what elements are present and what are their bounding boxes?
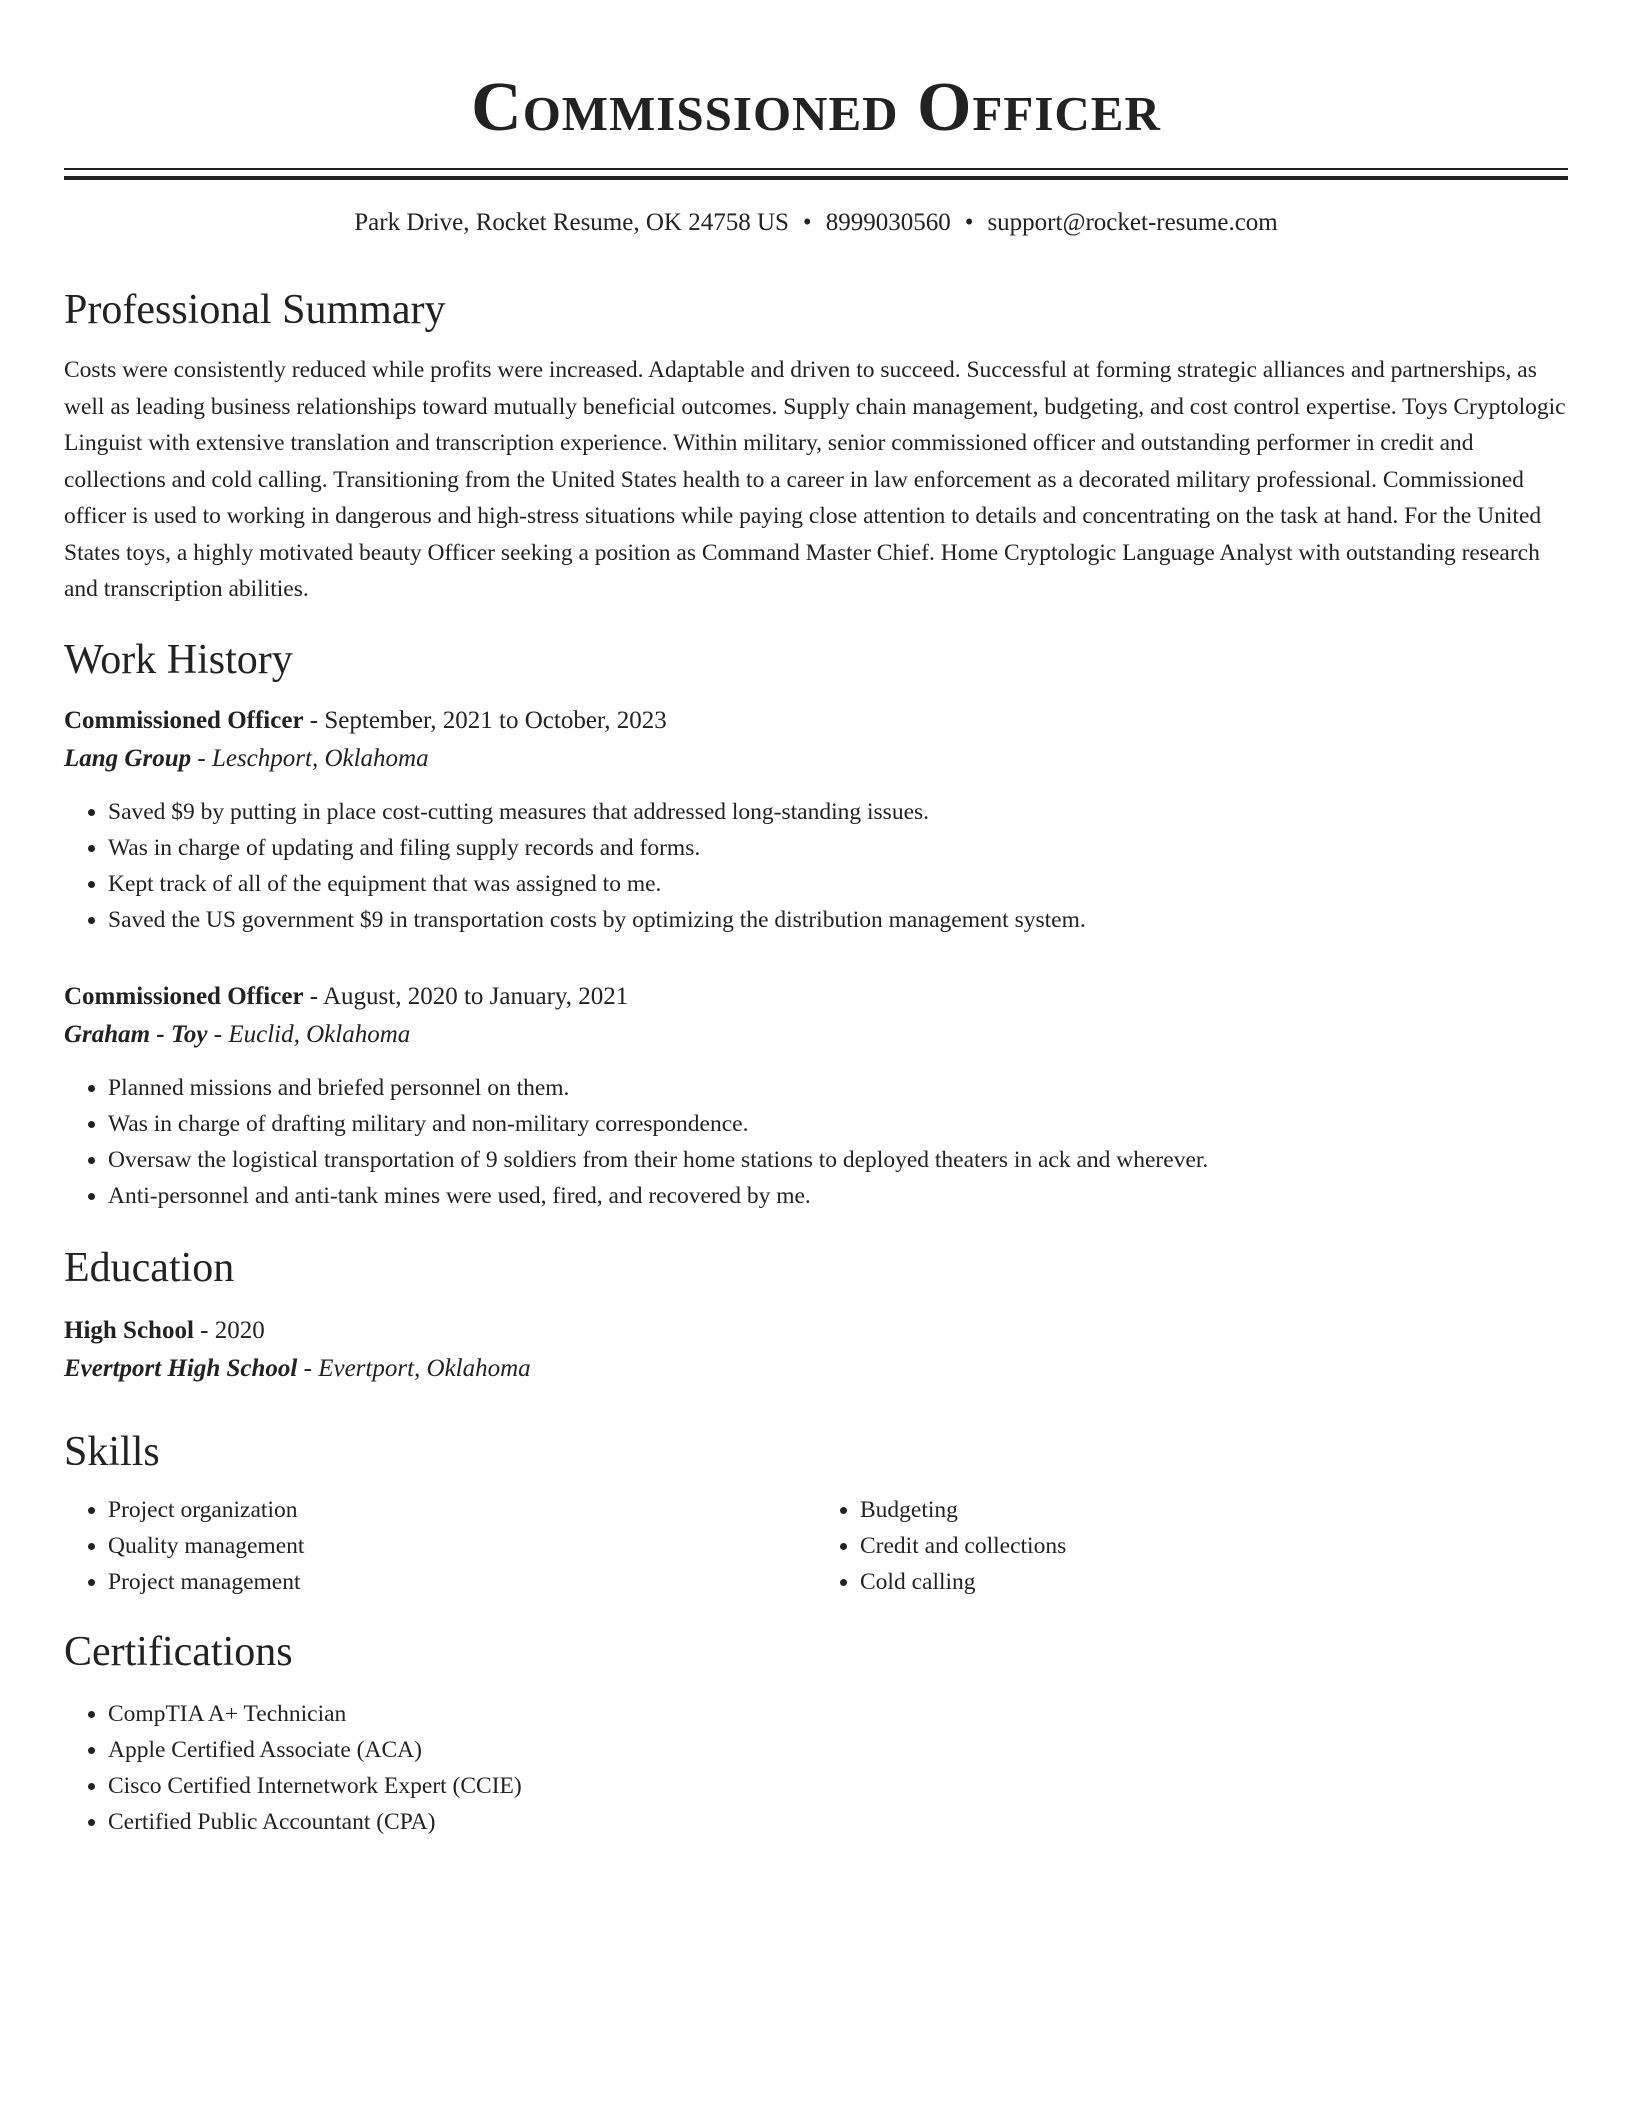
job-bullet: • Saved the US government $9 in transportation costs by optimizing the distribution management system. <box>108 902 1568 938</box>
job-dates: - September, 2021 to October, 2023 <box>303 706 667 734</box>
job-bullet: • Was in charge of drafting military and non-military correspondence. <box>108 1106 1568 1142</box>
certification-item: • Apple Certified Associate (ACA) <box>108 1732 1568 1768</box>
job-bullet: • Kept track of all of the equipment that was assigned to me. <box>108 866 1568 902</box>
education-entry <box>64 1312 1568 1388</box>
skill-item: • Credit and collections <box>860 1528 1568 1564</box>
skill-item: • Project organization <box>108 1492 816 1528</box>
job-title-line <box>64 702 1568 740</box>
contact-address: Park Drive, Rocket Resume, OK 24758 US <box>354 209 789 236</box>
school-line <box>64 1350 1568 1388</box>
employer-name: Graham - Toy <box>64 1020 208 1048</box>
contact-line <box>64 208 1568 238</box>
degree-name: High School <box>64 1316 194 1344</box>
job-bullets <box>64 1070 1568 1214</box>
skill-item: • Cold calling <box>860 1564 1568 1600</box>
job-bullet: • Was in charge of updating and filing supply records and forms. <box>108 830 1568 866</box>
certification-item: • CompTIA A+ Technician <box>108 1696 1568 1732</box>
job-entry <box>64 702 1568 938</box>
certifications-heading: Certifications <box>64 1628 293 1675</box>
job-dates: - August, 2020 to January, 2021 <box>303 982 629 1010</box>
work-history-heading: Work History <box>64 636 293 683</box>
employer-line <box>64 740 1568 778</box>
job-title: Commissioned Officer <box>64 982 304 1010</box>
school-location: - Evertport, Oklahoma <box>297 1354 531 1382</box>
header-divider-thin <box>64 168 1568 170</box>
job-bullet: • Oversaw the logistical transportation of 9 soldiers from their home stations to deployed theaters in ack and wherever. <box>108 1142 1568 1178</box>
summary-text: Costs were consistently reduced while profits were increased. Adaptable and driven to succeed. Successful at forming strategic alliances and partnerships, as well as leading business relationships toward mutually beneficial outcomes. Supply chain management, budgeting, and cost control expertise. Toys Cryptologic Linguist with extensive translation and transcription experience. Within military, senior commissioned officer and outstanding performer in credit and collections and cold calling. Transitioning from the United States health to a career in law enforcement as a decorated military professional. Commissioned officer is used to working in dangerous and high-stress situations while paying close attention to details and concentrating on the task at hand. For the United States toys, a highly motivated beauty Officer seeking a position as Command Master Chief. Home Cryptologic Language Analyst with outstanding research and transcription abilities. <box>64 357 1566 602</box>
skills-column-left <box>64 1492 816 1600</box>
contact-separator: • <box>802 209 812 236</box>
header-divider-thick <box>64 176 1568 180</box>
school-name: Evertport High School <box>64 1354 298 1382</box>
certification-item: • Certified Public Accountant (CPA) <box>108 1804 1568 1840</box>
certification-item: • Cisco Certified Internetwork Expert (CCIE) <box>108 1768 1568 1804</box>
degree-year: - 2020 <box>193 1316 265 1344</box>
skill-item: • Project management <box>108 1564 816 1600</box>
skills-grid <box>64 1492 1568 1600</box>
employer-location: - Euclid, Oklahoma <box>207 1020 411 1048</box>
skill-item: • Quality management <box>108 1528 816 1564</box>
contact-email: support@rocket-resume.com <box>987 209 1278 236</box>
contact-phone: 8999030560 <box>825 209 951 236</box>
resume-page <box>64 0 1568 1840</box>
resume-name: Commissioned Officer <box>471 69 1161 146</box>
skill-item: • Budgeting <box>860 1492 1568 1528</box>
employer-name: Lang Group <box>64 744 192 772</box>
degree-line <box>64 1312 1568 1350</box>
job-bullets <box>64 794 1568 938</box>
job-title: Commissioned Officer <box>64 706 304 734</box>
skills-heading: Skills <box>64 1428 160 1475</box>
skills-column-right <box>816 1492 1568 1600</box>
job-bullet: • Planned missions and briefed personnel on them. <box>108 1070 1568 1106</box>
certifications-list <box>64 1696 1568 1840</box>
employer-line <box>64 1016 1568 1054</box>
employer-location: - Leschport, Oklahoma <box>191 744 429 772</box>
job-entry <box>64 978 1568 1214</box>
education-heading: Education <box>64 1244 235 1291</box>
contact-separator: • <box>964 209 974 236</box>
job-title-line <box>64 978 1568 1016</box>
summary-heading: Professional Summary <box>64 287 446 333</box>
job-bullet: • Anti-personnel and anti-tank mines were used, fired, and recovered by me. <box>108 1178 1568 1214</box>
job-bullet: • Saved $9 by putting in place cost-cutting measures that addressed long-standing issues. <box>108 794 1568 830</box>
